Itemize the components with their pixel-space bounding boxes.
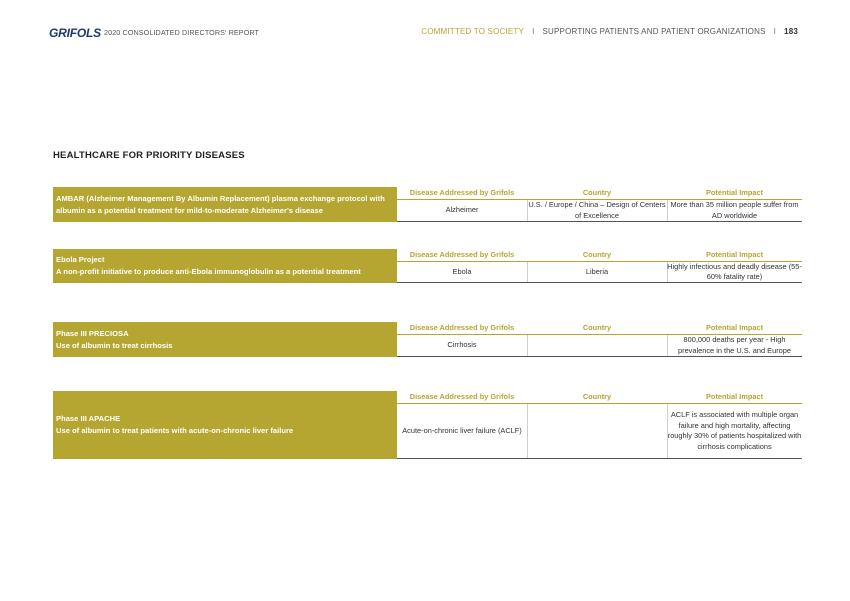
grifols-logo: GRIFOLS bbox=[49, 26, 101, 40]
page-header bbox=[0, 27, 850, 41]
project-name-cell bbox=[53, 249, 397, 283]
column-headers bbox=[397, 322, 802, 335]
project-name-cell bbox=[53, 391, 397, 459]
header-disease: Disease Addressed by Grifols bbox=[409, 323, 515, 332]
disease-cell: Ebola bbox=[397, 262, 528, 282]
table-row bbox=[397, 404, 802, 459]
column-headers bbox=[397, 391, 802, 404]
header-impact: Potential Impact bbox=[705, 188, 764, 197]
project-details bbox=[397, 391, 802, 459]
country-cell: Liberia bbox=[527, 262, 668, 282]
project-subtitle: Use of albumin to treat cirrhosis bbox=[56, 340, 173, 350]
project-table bbox=[53, 391, 802, 459]
impact-cell: 800,000 deaths per year - High prevalence in the U.S. and Europe bbox=[678, 335, 791, 355]
project-subtitle: Use of albumin to treat patients with acute-on-chronic liver failure bbox=[56, 426, 294, 435]
breadcrumb-separator: I bbox=[532, 27, 535, 36]
report-title: 2020 CONSOLIDATED DIRECTORS' REPORT bbox=[104, 28, 260, 37]
header-country: Country bbox=[582, 392, 612, 401]
impact-cell: ACLF is associated with multiple organ failure and high mortality, affecting roughly 30% of patients hospitalized with cirrhosis complications bbox=[667, 410, 802, 451]
disease-cell: Alzheimer bbox=[397, 200, 528, 221]
impact-cell: Highly infectious and deadly disease (55-60% fatality rate) bbox=[667, 261, 802, 281]
project-title: Ebola Project bbox=[56, 255, 105, 264]
project-title: AMBAR (Alzheimer Management By Albumin Replacement) plasma exchange protocol with albumin as a potential treatment for mild-to-moderate Alzheimer's disease bbox=[56, 193, 385, 215]
country-cell: U.S. / Europe / China – Design of Centers of Excellence bbox=[527, 200, 668, 221]
header-country: Country bbox=[582, 250, 612, 259]
column-headers bbox=[397, 187, 802, 200]
table-row bbox=[397, 200, 802, 222]
project-name-cell bbox=[53, 187, 397, 222]
header-disease: Disease Addressed by Grifols bbox=[409, 392, 515, 401]
header-impact: Potential Impact bbox=[705, 250, 764, 259]
header-disease: Disease Addressed by Grifols bbox=[409, 188, 515, 197]
disease-cell: Acute-on-chronic liver failure (ACLF) bbox=[397, 404, 528, 458]
project-table bbox=[53, 249, 802, 283]
project-title: Phase III PRECIOSA bbox=[56, 328, 129, 338]
table-row bbox=[397, 335, 802, 357]
header-disease: Disease Addressed by Grifols bbox=[409, 250, 515, 259]
country-cell bbox=[527, 404, 668, 458]
impact-cell: More than 35 million people suffer from AD worldwide bbox=[670, 200, 799, 220]
table-row bbox=[397, 262, 802, 283]
disease-cell: Cirrhosis bbox=[397, 335, 528, 356]
header-impact: Potential Impact bbox=[705, 323, 764, 332]
project-subtitle: A non-profit initiative to produce anti-Ebola immunoglobulin as a potential treatment bbox=[56, 267, 361, 276]
breadcrumb-section[interactable]: COMMITTED TO SOCIETY bbox=[421, 27, 525, 36]
breadcrumb bbox=[421, 27, 798, 36]
header-impact: Potential Impact bbox=[705, 392, 764, 401]
project-details bbox=[397, 249, 802, 283]
project-table bbox=[53, 187, 802, 222]
section-heading: HEALTHCARE FOR PRIORITY DISEASES bbox=[53, 150, 245, 161]
breadcrumb-separator: I bbox=[773, 27, 777, 36]
column-headers bbox=[397, 249, 802, 262]
project-details bbox=[397, 322, 802, 357]
project-name-cell bbox=[53, 322, 397, 357]
header-country: Country bbox=[582, 188, 612, 197]
breadcrumb-subsection[interactable]: SUPPORTING PATIENTS AND PATIENT ORGANIZATIONS bbox=[542, 27, 766, 36]
project-table bbox=[53, 322, 802, 357]
country-cell bbox=[527, 335, 668, 356]
project-title: Phase III APACHE bbox=[56, 414, 121, 423]
header-country: Country bbox=[582, 323, 612, 332]
project-details bbox=[397, 187, 802, 222]
page-number: 183 bbox=[784, 27, 798, 36]
